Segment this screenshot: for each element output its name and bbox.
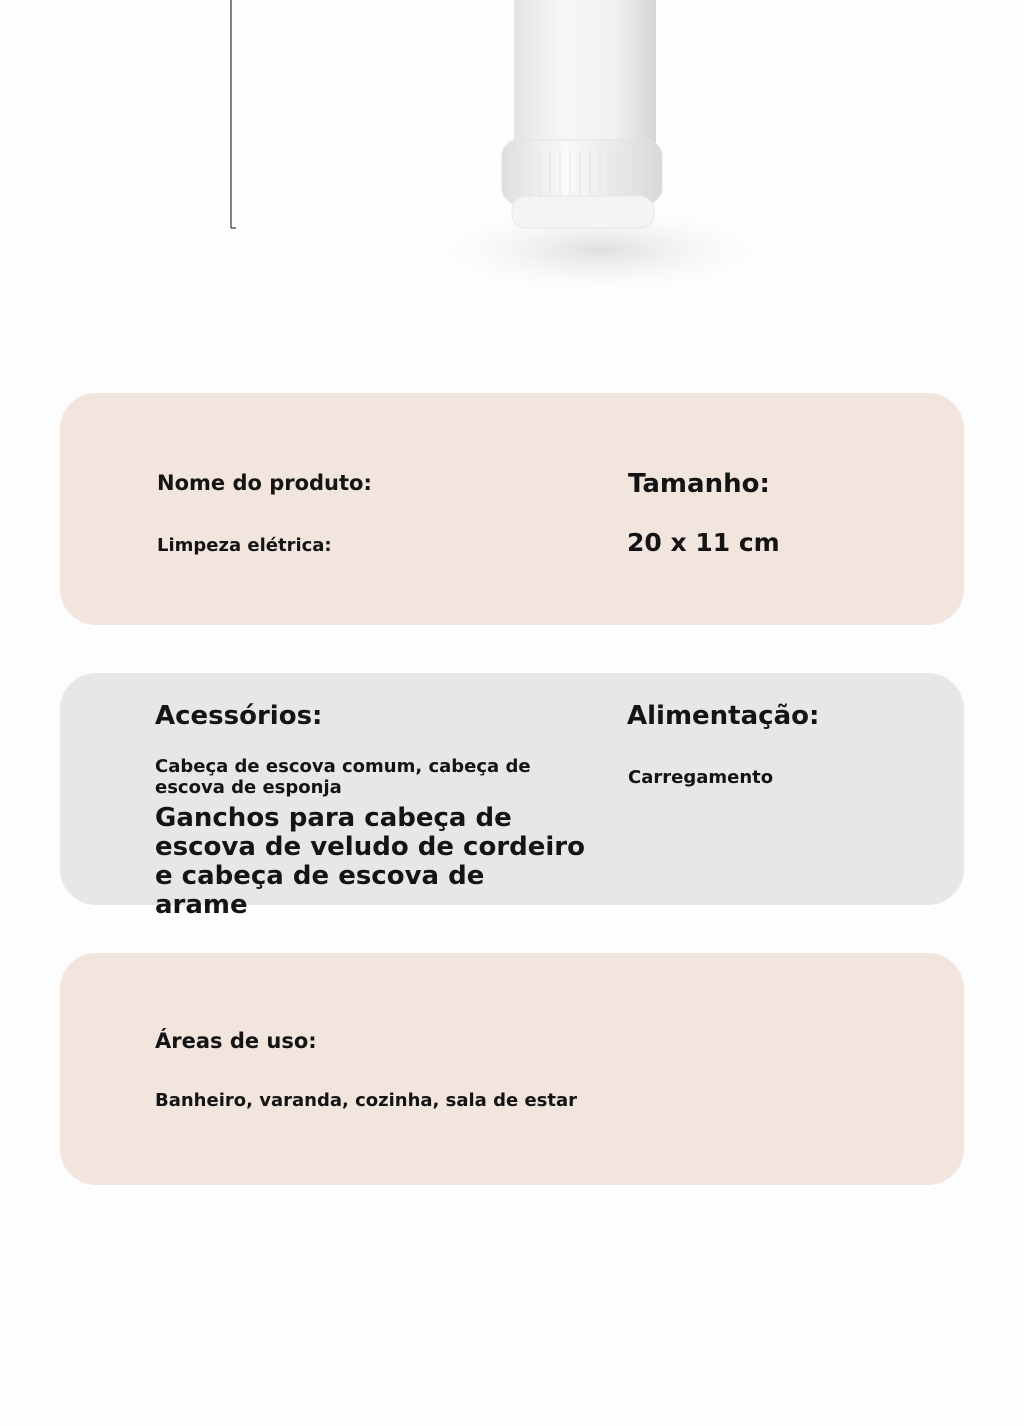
accessories-value-large: Ganchos para cabeça de escova de veludo de cordeiro e cabeça de escova de arame — [155, 803, 585, 920]
accessories-label: Acessórios: — [155, 701, 323, 731]
product-name-value: Limpeza elétrica: — [157, 535, 332, 556]
product-image — [0, 0, 1024, 320]
usage-areas-card — [60, 953, 964, 1185]
product-illustration — [0, 0, 1024, 320]
accessories-card — [60, 673, 964, 920]
device-body — [514, 0, 656, 150]
usage-areas-value: Banheiro, varanda, cozinha, sala de estar — [155, 1090, 577, 1111]
power-value: Carregamento — [628, 767, 774, 788]
size-value: 20 x 11 cm — [627, 528, 780, 557]
device-cap — [502, 140, 662, 204]
power-label: Alimentação: — [627, 701, 820, 731]
accessories-value-small: Cabeça de escova comum, cabeça de escova de esponja — [155, 756, 531, 798]
product-info-card — [60, 393, 964, 625]
size-label: Tamanho: — [628, 469, 770, 499]
product-name-label: Nome do produto: — [157, 471, 372, 495]
usage-areas-label: Áreas de uso: — [155, 1029, 317, 1053]
